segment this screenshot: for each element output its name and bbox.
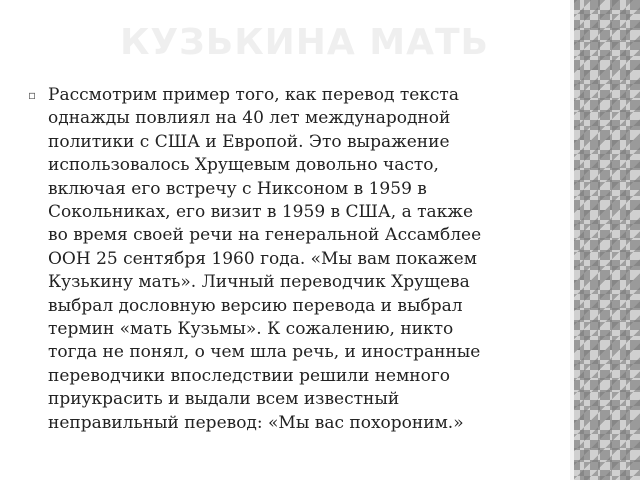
diamond-pattern — [570, 0, 640, 480]
text-line: выбрал дословную версию перевода и выбрал — [48, 295, 463, 316]
slide-body — [28, 84, 558, 435]
bullet-text — [48, 84, 558, 435]
text-line: Кузькину мать». Личный переводчик Хрущева — [48, 272, 470, 293]
text-line: неправильный перевод: «Мы вас похороним.» — [48, 412, 464, 433]
text-line: Сокольниках, его визит в 1959 в США, а также — [48, 202, 473, 223]
text-line: политики с США и Европой. Это выражение — [48, 131, 450, 152]
bullet-icon: ▫ — [28, 88, 37, 102]
bullet-item — [28, 84, 558, 435]
text-line: ООН 25 сентября 1960 года. «Мы вам покажем — [48, 248, 477, 269]
text-line: термин «мать Кузьмы». К сожалению, никто — [48, 319, 454, 340]
text-line: использовалось Хрущевым довольно часто, — [48, 155, 439, 176]
text-line: во время своей речи на генеральной Ассамблее — [48, 225, 482, 246]
text-line: Рассмотрим пример того, как перевод текста — [48, 85, 459, 105]
text-line: однажды повлиял на 40 лет международной — [48, 108, 451, 129]
text-line: тогда не понял, о чем шла речь, и иностранные — [48, 342, 481, 363]
text-line: переводчики впоследствии решили немного — [48, 365, 451, 386]
text-line: приукрасить и выдали всем известный — [48, 389, 400, 410]
side-band-edge — [570, 0, 574, 480]
text-line: включая его встречу с Никсоном в 1959 в — [48, 178, 427, 199]
slide-title: КУЗЬКИНА МАТЬ — [120, 22, 489, 63]
decorative-side-band — [570, 0, 640, 480]
